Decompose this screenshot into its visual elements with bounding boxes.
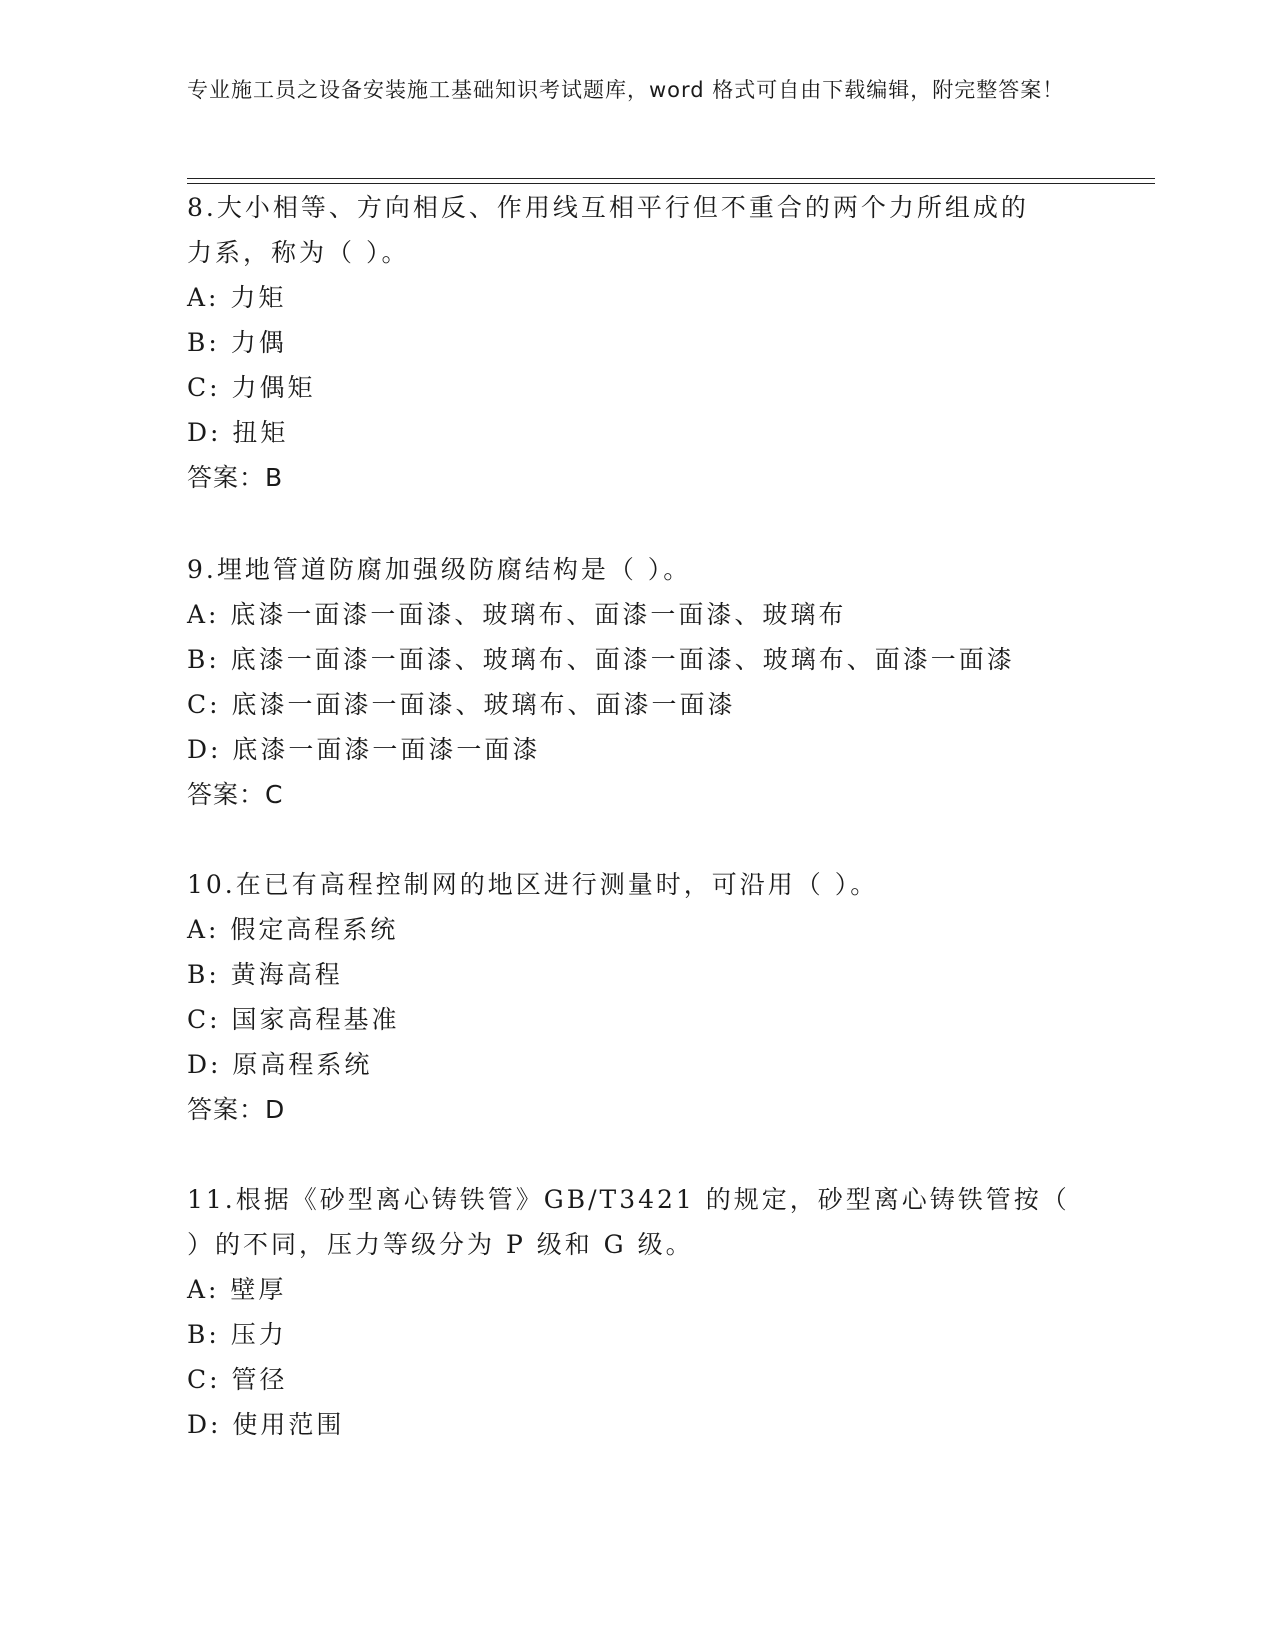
question-10-option-a: A: 假定高程系统 bbox=[187, 915, 399, 944]
question-8-stem: 8.大小相等、方向相反、作用线互相平行但不重合的两个力所组成的 bbox=[187, 193, 1029, 222]
question-10-answer: 答案：D bbox=[187, 1095, 286, 1124]
question-9-option-d: D: 底漆一面漆一面漆一面漆 bbox=[187, 735, 541, 764]
question-9-option-a: A: 底漆一面漆一面漆、玻璃布、面漆一面漆、玻璃布 bbox=[187, 600, 847, 629]
question-8-option-c: C: 力偶矩 bbox=[187, 373, 316, 402]
question-11-option-a: A: 壁厚 bbox=[187, 1275, 287, 1304]
header-divider-bottom bbox=[187, 183, 1155, 184]
question-9-answer: 答案：C bbox=[187, 780, 284, 809]
question-9-stem: 9.埋地管道防腐加强级防腐结构是（ ）。 bbox=[187, 555, 692, 584]
question-10-option-d: D: 原高程系统 bbox=[187, 1050, 373, 1079]
question-8-stem-cont: 力系，称为（ ）。 bbox=[187, 238, 410, 267]
question-11-option-d: D: 使用范围 bbox=[187, 1410, 345, 1439]
question-8-option-d: D: 扭矩 bbox=[187, 418, 289, 447]
document-header: 专业施工员之设备安装施工基础知识考试题库，word 格式可自由下载编辑，附完整答案！ bbox=[187, 78, 1065, 102]
question-9-option-c: C: 底漆一面漆一面漆、玻璃布、面漆一面漆 bbox=[187, 690, 736, 719]
question-10-option-b: B: 黄海高程 bbox=[187, 960, 343, 989]
question-10-option-c: C: 国家高程基准 bbox=[187, 1005, 400, 1034]
question-11-option-b: B: 压力 bbox=[187, 1320, 287, 1349]
question-11-option-c: C: 管径 bbox=[187, 1365, 288, 1394]
question-8-answer: 答案：B bbox=[187, 463, 284, 492]
question-11-stem-cont: ）的不同，压力等级分为 P 级和 G 级。 bbox=[187, 1230, 694, 1259]
question-10-stem: 10.在已有高程控制网的地区进行测量时，可沿用（ ）。 bbox=[187, 870, 879, 899]
question-11-stem: 11.根据《砂型离心铸铁管》GB/T3421 的规定，砂型离心铸铁管按（ bbox=[187, 1185, 1070, 1214]
header-divider-top bbox=[187, 178, 1155, 179]
question-9-option-b: B: 底漆一面漆一面漆、玻璃布、面漆一面漆、玻璃布、面漆一面漆 bbox=[187, 645, 1015, 674]
question-8-option-b: B: 力偶 bbox=[187, 328, 287, 357]
question-8-option-a: A: 力矩 bbox=[187, 283, 287, 312]
